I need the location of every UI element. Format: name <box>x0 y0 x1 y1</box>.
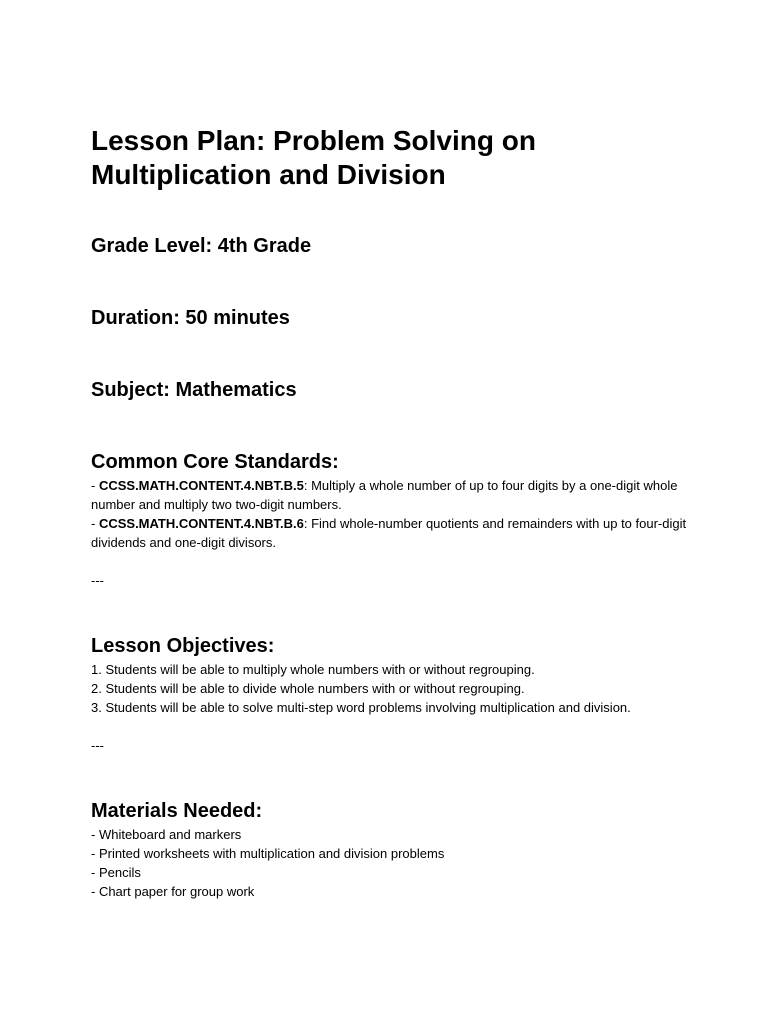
standard-text: : Multiply a whole number of up to four digits by a one-digit whole number and multiply two two-digit numbers. <box>91 478 678 512</box>
section-divider: --- <box>91 573 104 588</box>
subject: Subject: Mathematics <box>91 379 297 401</box>
grade-level: Grade Level: 4th Grade <box>91 235 312 257</box>
objective-item: 1. Students will be able to multiply whole numbers with or without regrouping. <box>91 662 535 677</box>
duration: Duration: 50 minutes <box>91 307 290 329</box>
objectives-list <box>91 660 691 717</box>
materials-heading: Materials Needed: <box>91 800 263 822</box>
material-item: - Chart paper for group work <box>91 884 255 899</box>
materials-list <box>91 825 691 901</box>
standard-prefix: - <box>91 516 99 531</box>
objective-item: 3. Students will be able to solve multi-step word problems involving multiplication and division. <box>91 700 631 715</box>
material-item: - Pencils <box>91 865 141 880</box>
standard-code: CCSS.MATH.CONTENT.4.NBT.B.5 <box>98 478 304 493</box>
standard-code: CCSS.MATH.CONTENT.4.NBT.B.6 <box>98 516 304 531</box>
standards-heading: Common Core Standards: <box>91 451 339 473</box>
standards-list <box>91 476 691 552</box>
section-divider: --- <box>91 738 104 753</box>
document-page <box>91 124 691 901</box>
objectives-heading: Lesson Objectives: <box>91 635 275 657</box>
material-item: - Whiteboard and markers <box>91 827 242 842</box>
objective-item: 2. Students will be able to divide whole numbers with or without regrouping. <box>91 681 525 696</box>
standard-item <box>91 476 691 514</box>
standard-item <box>91 514 691 552</box>
standard-prefix: - <box>91 478 99 493</box>
document-title: Lesson Plan: Problem Solving on Multiplication and Division <box>91 125 536 190</box>
standard-text: : Find whole-number quotients and remainders with up to four-digit dividends and one-digit divisors. <box>91 516 687 550</box>
material-item: - Printed worksheets with multiplication and division problems <box>91 846 445 861</box>
